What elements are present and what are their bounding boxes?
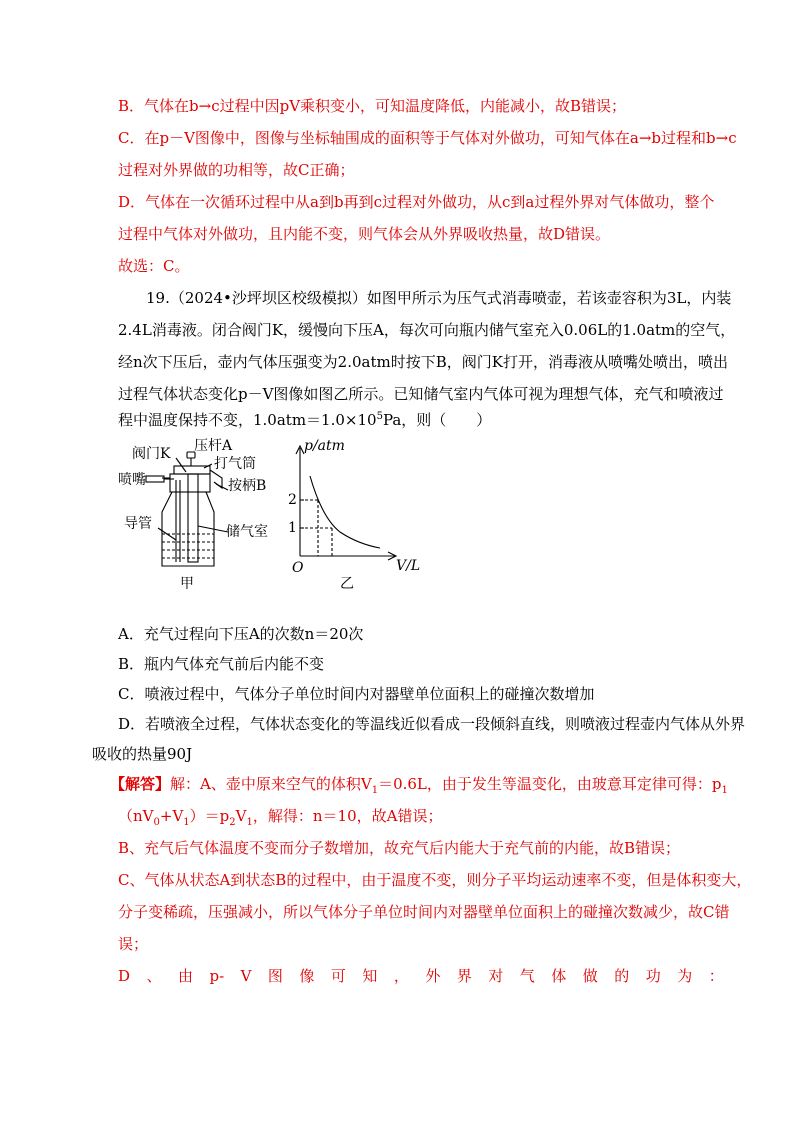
- label-jia: 甲: [180, 576, 194, 592]
- answer-line: 故选：C。: [118, 257, 190, 275]
- tick-2: 2: [288, 492, 297, 508]
- label-yi: 乙: [340, 576, 354, 592]
- question-line-5: 程中温度保持不变，$1.0atm=1.0\times 10^5Pa$，则（ ）: [118, 411, 492, 429]
- solution-d-char: ，: [393, 967, 409, 985]
- option-c: C．喷液过程中，气体分子单位时间内对器壁单位面积上的碰撞次数增加: [118, 685, 595, 703]
- solution-d-char: ：: [708, 967, 724, 985]
- pv-graph: [296, 446, 396, 560]
- solution-line-d1: D．气体在一次循环过程中从a到b再到c过程对外做功，从c到a过程外界对气体做功，整个: [118, 193, 715, 211]
- solution-d-char: 为: [677, 967, 693, 985]
- option-d1: D．若喷液全过程，气体状态变化的等温线近似看成一段倾斜直线，则喷液过程壶内气体从外界: [118, 715, 746, 733]
- solution-line-c2: 分子变稀疏，压强减小，所以气体分子单位时间内对器壁单位面积上的碰撞次数减少，故C错: [118, 903, 730, 921]
- pv-labels: [288, 438, 420, 592]
- solution-d-char: D: [118, 967, 131, 985]
- label-v-axis: V/L: [396, 558, 421, 574]
- solution-d-char: 对: [488, 967, 504, 985]
- solution-d-char: 由: [177, 967, 193, 985]
- solution-d-char: 体: [551, 967, 567, 985]
- solution-line-d-spread: [118, 966, 724, 986]
- solution-d-char: 功: [645, 967, 661, 985]
- solution-line-d: [118, 966, 724, 986]
- solution-d-char: 的: [614, 967, 630, 985]
- solution-d-char: 外: [425, 967, 441, 985]
- solution-d-char: 、: [146, 967, 162, 985]
- question-figure: [118, 436, 448, 596]
- solution-d-char: 图: [267, 967, 283, 985]
- label-chamber: 储气室: [226, 524, 268, 540]
- solution-tag: 【解答】: [110, 775, 171, 793]
- isotherm-curve: [310, 476, 380, 548]
- label-handle: 按柄B: [228, 478, 267, 494]
- question-number: 19.: [146, 289, 170, 307]
- solution-line-b: B．气体在b→c过程中因pV乘积变小，可知温度降低，内能减小，故B错误；: [118, 97, 627, 115]
- tick-1: 1: [288, 520, 297, 536]
- label-tube: 导管: [124, 516, 152, 532]
- solution-d-char: V: [240, 967, 252, 985]
- solution-line-c1: C、气体从状态A到状态B的过程中，由于温度不变，则分子平均运动速率不变，但是体积变大，: [118, 871, 752, 889]
- label-origin: O: [292, 560, 304, 576]
- solution-line-b: B、充气后气体温度不变而分子数增加，故充气后内能大于充气前的内能，故B错误；: [118, 839, 681, 857]
- solution-d-char: 界: [456, 967, 472, 985]
- option-a: A．充气过程向下压A的次数n＝20次: [118, 625, 364, 643]
- question-line-3: 经n次下压后，壶内气体压强变为2.0atm时按下B，阀门K打开，消毒液从喷嘴处喷出，喷出: [118, 353, 728, 371]
- option-d2: 吸收的热量90J: [92, 745, 193, 763]
- question-text-1: （2024•沙坪坝区校级模拟）如图甲所示为压气式消毒喷壶，若该壶容积为3L，内装: [169, 289, 732, 307]
- label-nozzle: 喷嘴: [118, 472, 146, 488]
- solution-d-char: 像: [299, 967, 315, 985]
- solution-d-char: 做: [582, 967, 598, 985]
- question-line-1: [146, 288, 731, 308]
- sprayer-labels: [118, 437, 268, 592]
- figure-svg: [118, 436, 448, 596]
- question-line-4: 过程气体状态变化p－V图像如图乙所示。已知储气室内气体可视为理想气体，充气和喷液过: [118, 385, 724, 403]
- solution-d-char: 知: [362, 967, 378, 985]
- label-p-axis: p/atm: [304, 438, 345, 454]
- solution-line-c3: 误；: [118, 935, 149, 953]
- label-press-rod: 压杆A: [194, 438, 233, 454]
- solution-line-c2: 过程对外界做的功相等，故C正确；: [118, 161, 355, 179]
- label-pump: 打气筒: [214, 456, 256, 472]
- option-b: B．瓶内气体充气前后内能不变: [118, 655, 325, 673]
- solution-d-char: 可: [330, 967, 346, 985]
- solution-line-d2: 过程中气体对外做功，且内能不变，则气体会从外界吸收热量，故D错误。: [118, 225, 611, 243]
- solution-d-char: 气: [519, 967, 535, 985]
- solution-d-char: p-: [209, 967, 225, 985]
- solution-line-c1: C．在p－V图像中，图像与坐标轴围成的面积等于气体对外做功，可知气体在a→b过程和b→c: [118, 129, 737, 147]
- solution-line-2: $(nV_0+V_1)=p_2V_1$，解得：n＝10，故A错误；: [118, 807, 443, 828]
- solution-line-1: 【解答】解：A、壶中原来空气的体积$V_1=0.6L$，由于发生等温变化，由玻意耳定律可得：$p_1$: [110, 775, 728, 796]
- question-line-2: 2.4L消毒液。闭合阀门K，缓慢向下压A，每次可向瓶内储气室充入0.06L的1.0atm的空气，: [118, 321, 736, 339]
- label-valve: 阀门K: [132, 446, 171, 462]
